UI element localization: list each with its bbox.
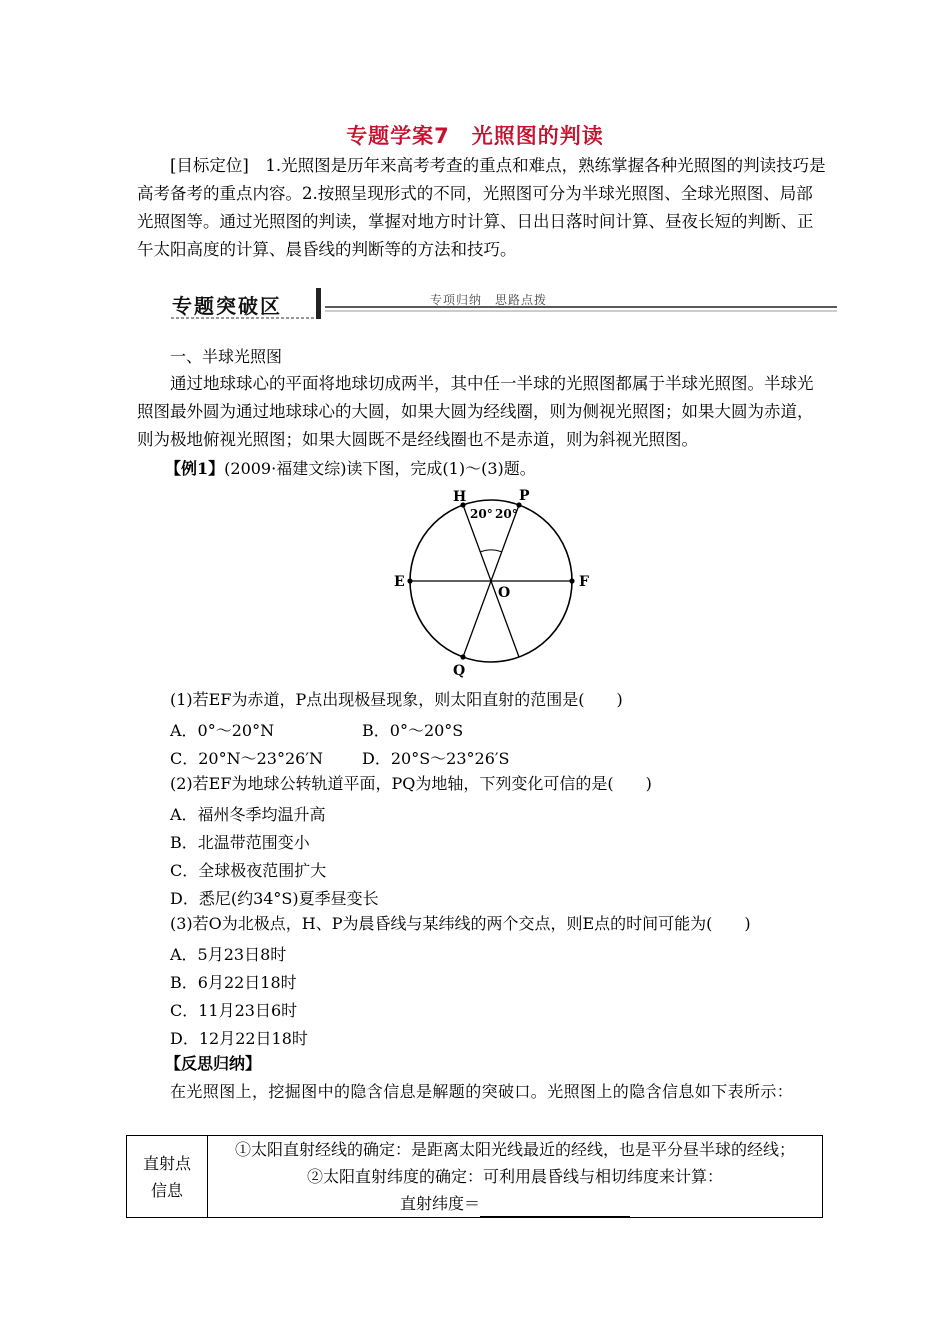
section-heading: 一、半球光照图 <box>170 347 283 366</box>
intro-text: 1.光照图是历年来高考考查的重点和难点，熟练掌握各种光照图的判读技巧是高考备考的重点内容。2.按照呈现形式的不同，光照图可分为半球光照图、全球光照图、局部光照图等。通过光照图的判读，掌握对地方时计算、日出日落时间计算、昼夜长短的判断、正午太阳高度的计算、晨昏线的判断等的方法和技巧。 <box>137 156 826 259</box>
intro-label: [目标定位] <box>170 156 249 175</box>
question-1-option-d: D．20°S～23°26′S <box>362 749 510 768</box>
point-q <box>460 654 465 659</box>
table-row <box>127 1136 823 1218</box>
question-1-option-b: B．0°～20°S <box>362 721 464 740</box>
reflection-label: 【反思归纳】 <box>165 1054 262 1073</box>
question-3-option-d: D．12月22日18时 <box>170 1029 308 1048</box>
question-2-option-c: C．全球极夜范围扩大 <box>170 861 327 880</box>
question-2-option-b: B．北温带范围变小 <box>170 833 310 852</box>
answer-blank <box>480 1198 630 1217</box>
intro-paragraph <box>137 152 827 264</box>
question-1-option-c: C．20°N～23°26′N <box>170 749 323 768</box>
example-line <box>165 459 536 479</box>
table-row-head <box>127 1136 208 1218</box>
question-1-stem: (1)若EF为赤道，P点出现极昼现象，则太阳直射的范围是( ) <box>170 690 623 709</box>
angle-label-left: 20° <box>470 507 493 521</box>
row-head-line-2: 信息 <box>150 1180 183 1200</box>
question-2-option-a: A．福州冬季均温升高 <box>170 805 326 824</box>
example-text: (2009·福建文综)读下图，完成(1)～(3)题。 <box>224 459 536 478</box>
question-3-option-c: C．11月23日6时 <box>170 1001 298 1020</box>
globe-diagram <box>385 485 600 680</box>
question-3-stem: (3)若O为北极点，H、P为晨昏线与某纬线的两个交点，则E点的时间可能为( ) <box>170 914 751 933</box>
example-label: 【例1】 <box>165 459 225 478</box>
question-3-option-a: A．5月23日8时 <box>170 945 287 964</box>
angle-label-right: 20° <box>495 507 518 521</box>
table-line-3: 直射纬度＝ <box>399 1194 480 1213</box>
banner-title: 专题突破区 <box>172 294 282 318</box>
question-1-option-a: A．0°～20°N <box>170 721 275 740</box>
table-line-2: ②太阳直射纬度的确定：可利用晨昏线与相切纬度来计算： <box>306 1167 723 1186</box>
label-o: O <box>498 585 511 601</box>
label-q: Q <box>453 663 466 679</box>
point-f <box>569 578 574 583</box>
table-line-3-wrap <box>208 1190 822 1217</box>
page-title: 专题学案7 光照图的判读 <box>346 124 604 148</box>
question-3-option-b: B．6月22日18时 <box>170 973 297 992</box>
point-e <box>407 578 412 583</box>
label-f: F <box>579 574 589 590</box>
question-2-option-d: D．悉尼(约34°S)夏季昼变长 <box>170 889 379 908</box>
info-table <box>126 1135 823 1218</box>
banner-subtitle: 专项归纳 思路点拨 <box>430 293 548 307</box>
label-h: H <box>453 489 467 505</box>
label-e: E <box>394 574 405 590</box>
label-p: P <box>519 488 530 504</box>
angle-arc <box>480 550 502 552</box>
reflection-text: 在光照图上，挖掘图中的隐含信息是解题的突破口。光照图上的隐含信息如下表所示： <box>170 1082 794 1101</box>
row-head-line-1: 直射点 <box>142 1153 191 1173</box>
table-row-body <box>208 1136 823 1218</box>
table-line-1: ①太阳直射经线的确定：是距离太阳光线最近的经线，也是平分昼半球的经线； <box>234 1140 795 1159</box>
question-2-stem: (2)若EF为地球公转轨道平面，PQ为地轴，下列变化可信的是( ) <box>170 774 652 793</box>
section-paragraph: 通过地球球心的平面将地球切成两半，其中任一半球的光照图都属于半球光照图。半球光照图最外圆为通过地球球心的大圆，如果大圆为经线圈，则为侧视光照图；如果大圆为赤道，则为极地俯视光照图；如果大圆既不是经线圈也不是赤道，则为斜视光照图。 <box>137 374 814 449</box>
